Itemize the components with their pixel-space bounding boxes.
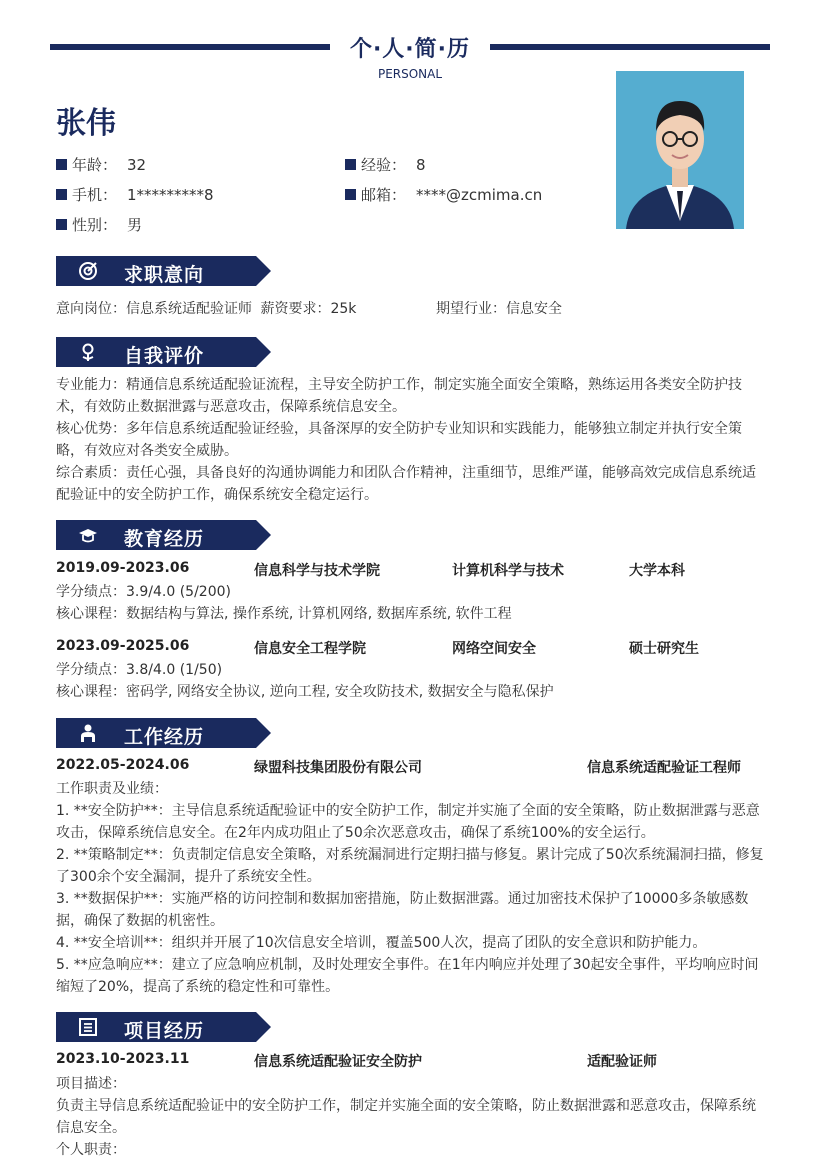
project-name: 信息系统适配验证安全防护 <box>254 1054 422 1070</box>
header-bar-right <box>490 44 770 50</box>
work-item: 3. **数据保护**：实施严格的访问控制和数据加密措施，防止数据泄露。通过加密技术保护了10000多条敏感数据，确保了数据的机密性。 <box>56 891 749 929</box>
bullet-square-icon <box>56 219 67 230</box>
intent-position: 意向岗位：信息系统适配验证师 <box>56 301 252 317</box>
graduation-cap-icon <box>78 525 98 545</box>
education-period: 2023.09-2025.06 <box>56 638 190 654</box>
person-icon <box>78 723 98 743</box>
section-header-education <box>56 520 271 550</box>
header-bar-left <box>50 44 330 50</box>
candidate-name: 张伟 <box>56 106 116 141</box>
work-item: 2. **策略制定**：负责制定信息安全策略，对系统漏洞进行定期扫描与修复。累计完成了50次系统漏洞扫描，修复了300余个安全漏洞，提升了系统安全性。 <box>56 847 764 885</box>
bullet-square-icon <box>345 189 356 200</box>
education-school: 信息安全工程学院 <box>254 641 366 657</box>
project-duty-label: 个人职责： <box>56 1142 126 1158</box>
section-title: 求职意向 <box>124 264 205 286</box>
section-title: 项目经历 <box>124 1020 205 1042</box>
work-item: 4. **安全培训**：组织并开展了10次信息安全培训，覆盖500人次，提高了团队的安全意识和防护能力。 <box>56 935 707 951</box>
education-courses: 核心课程：数据结构与算法, 操作系统, 计算机网络, 数据库系统, 软件工程 <box>56 606 512 622</box>
gender-field <box>56 214 142 235</box>
education-degree: 硕士研究生 <box>629 641 699 657</box>
work-item: 5. **应急响应**：建立了应急响应机制，及时处理安全事件。在1年内响应并处理了30起安全事件，平均响应时间缩短了20%，提高了系统的稳定性和可靠性。 <box>56 957 759 995</box>
education-school: 信息科学与技术学院 <box>254 563 380 579</box>
section-header-self <box>56 337 271 367</box>
target-icon <box>78 261 98 281</box>
page-subtitle: PERSONAL <box>377 67 443 81</box>
section-header-work <box>56 718 271 748</box>
section-header-project <box>56 1012 271 1042</box>
profile-photo <box>616 71 744 229</box>
person-portrait-icon <box>616 71 744 229</box>
education-gpa: 学分绩点：3.8/4.0 (1/50) <box>56 662 223 678</box>
project-role: 适配验证师 <box>587 1054 657 1070</box>
education-major: 计算机科学与技术 <box>452 563 564 579</box>
self-eval-item: 综合素质：责任心强，具备良好的沟通协调能力和团队合作精神，注重细节，思维严谨，能够高效完成信息系统适配验证中的安全防护工作，确保系统安全稳定运行。 <box>56 465 756 503</box>
experience-field <box>345 154 426 175</box>
gender-label: 性别： <box>72 216 118 234</box>
email-label: 邮箱： <box>361 186 407 204</box>
phone-field <box>56 184 214 205</box>
bullet-square-icon <box>345 159 356 170</box>
age-field <box>56 154 146 175</box>
page-title: 个·人·简·历 <box>349 37 471 62</box>
section-title: 工作经历 <box>124 726 205 748</box>
experience-value: 8 <box>416 155 426 174</box>
project-desc-label: 项目描述： <box>56 1076 126 1092</box>
bullet-square-icon <box>56 189 67 200</box>
flower-icon <box>78 342 98 362</box>
list-icon <box>78 1017 98 1037</box>
phone-label: 手机： <box>72 186 118 204</box>
section-header-intent <box>56 256 271 286</box>
age-value: 32 <box>127 155 147 174</box>
work-period: 2022.05-2024.06 <box>56 757 190 773</box>
self-eval-item: 专业能力：精通信息系统适配验证流程，主导安全防护工作，制定实施全面安全策略，熟练运用各类安全防护技术，有效防止数据泄露与恶意攻击，保障系统信息安全。 <box>56 377 742 415</box>
education-courses: 核心课程：密码学, 网络安全协议, 逆向工程, 安全攻防技术, 数据安全与隐私保护 <box>56 684 554 700</box>
education-degree: 大学本科 <box>629 563 685 579</box>
work-item: 1. **安全防护**：主导信息系统适配验证中的安全防护工作，制定并实施了全面的安全策略，防止数据泄露与恶意攻击，保障系统信息安全。在2年内成功阻止了50余次恶意攻击，确保了系统100%的安全运行。 <box>56 803 760 841</box>
intent-salary: 薪资要求：25k <box>260 301 357 317</box>
project-period: 2023.10-2023.11 <box>56 1051 190 1067</box>
work-company: 绿盟科技集团股份有限公司 <box>254 760 422 776</box>
bullet-square-icon <box>56 159 67 170</box>
gender-value: 男 <box>127 216 143 234</box>
intent-row <box>56 298 768 320</box>
work-role: 信息系统适配验证工程师 <box>587 760 741 776</box>
work-intro: 工作职责及业绩： <box>56 781 168 797</box>
intent-industry: 期望行业：信息安全 <box>436 301 562 317</box>
education-gpa: 学分绩点：3.9/4.0 (5/200) <box>56 584 231 600</box>
education-period: 2019.09-2023.06 <box>56 560 190 576</box>
self-eval-item: 核心优势：多年信息系统适配验证经验，具备深厚的安全防护专业知识和实践能力，能够独立制定并执行安全策略，有效应对各类安全威胁。 <box>56 421 742 459</box>
email-field <box>345 184 542 205</box>
education-major: 网络空间安全 <box>452 641 536 657</box>
project-desc: 负责主导信息系统适配验证中的安全防护工作，制定并实施全面的安全策略，防止数据泄露和恶意攻击，保障系统信息安全。 <box>56 1098 756 1136</box>
experience-label: 经验： <box>361 156 407 174</box>
email-value: ****@zcmima.cn <box>416 185 543 204</box>
age-label: 年龄： <box>72 156 118 174</box>
section-title: 自我评价 <box>124 345 205 367</box>
section-title: 教育经历 <box>124 528 205 550</box>
phone-value: 1*********8 <box>127 185 214 204</box>
